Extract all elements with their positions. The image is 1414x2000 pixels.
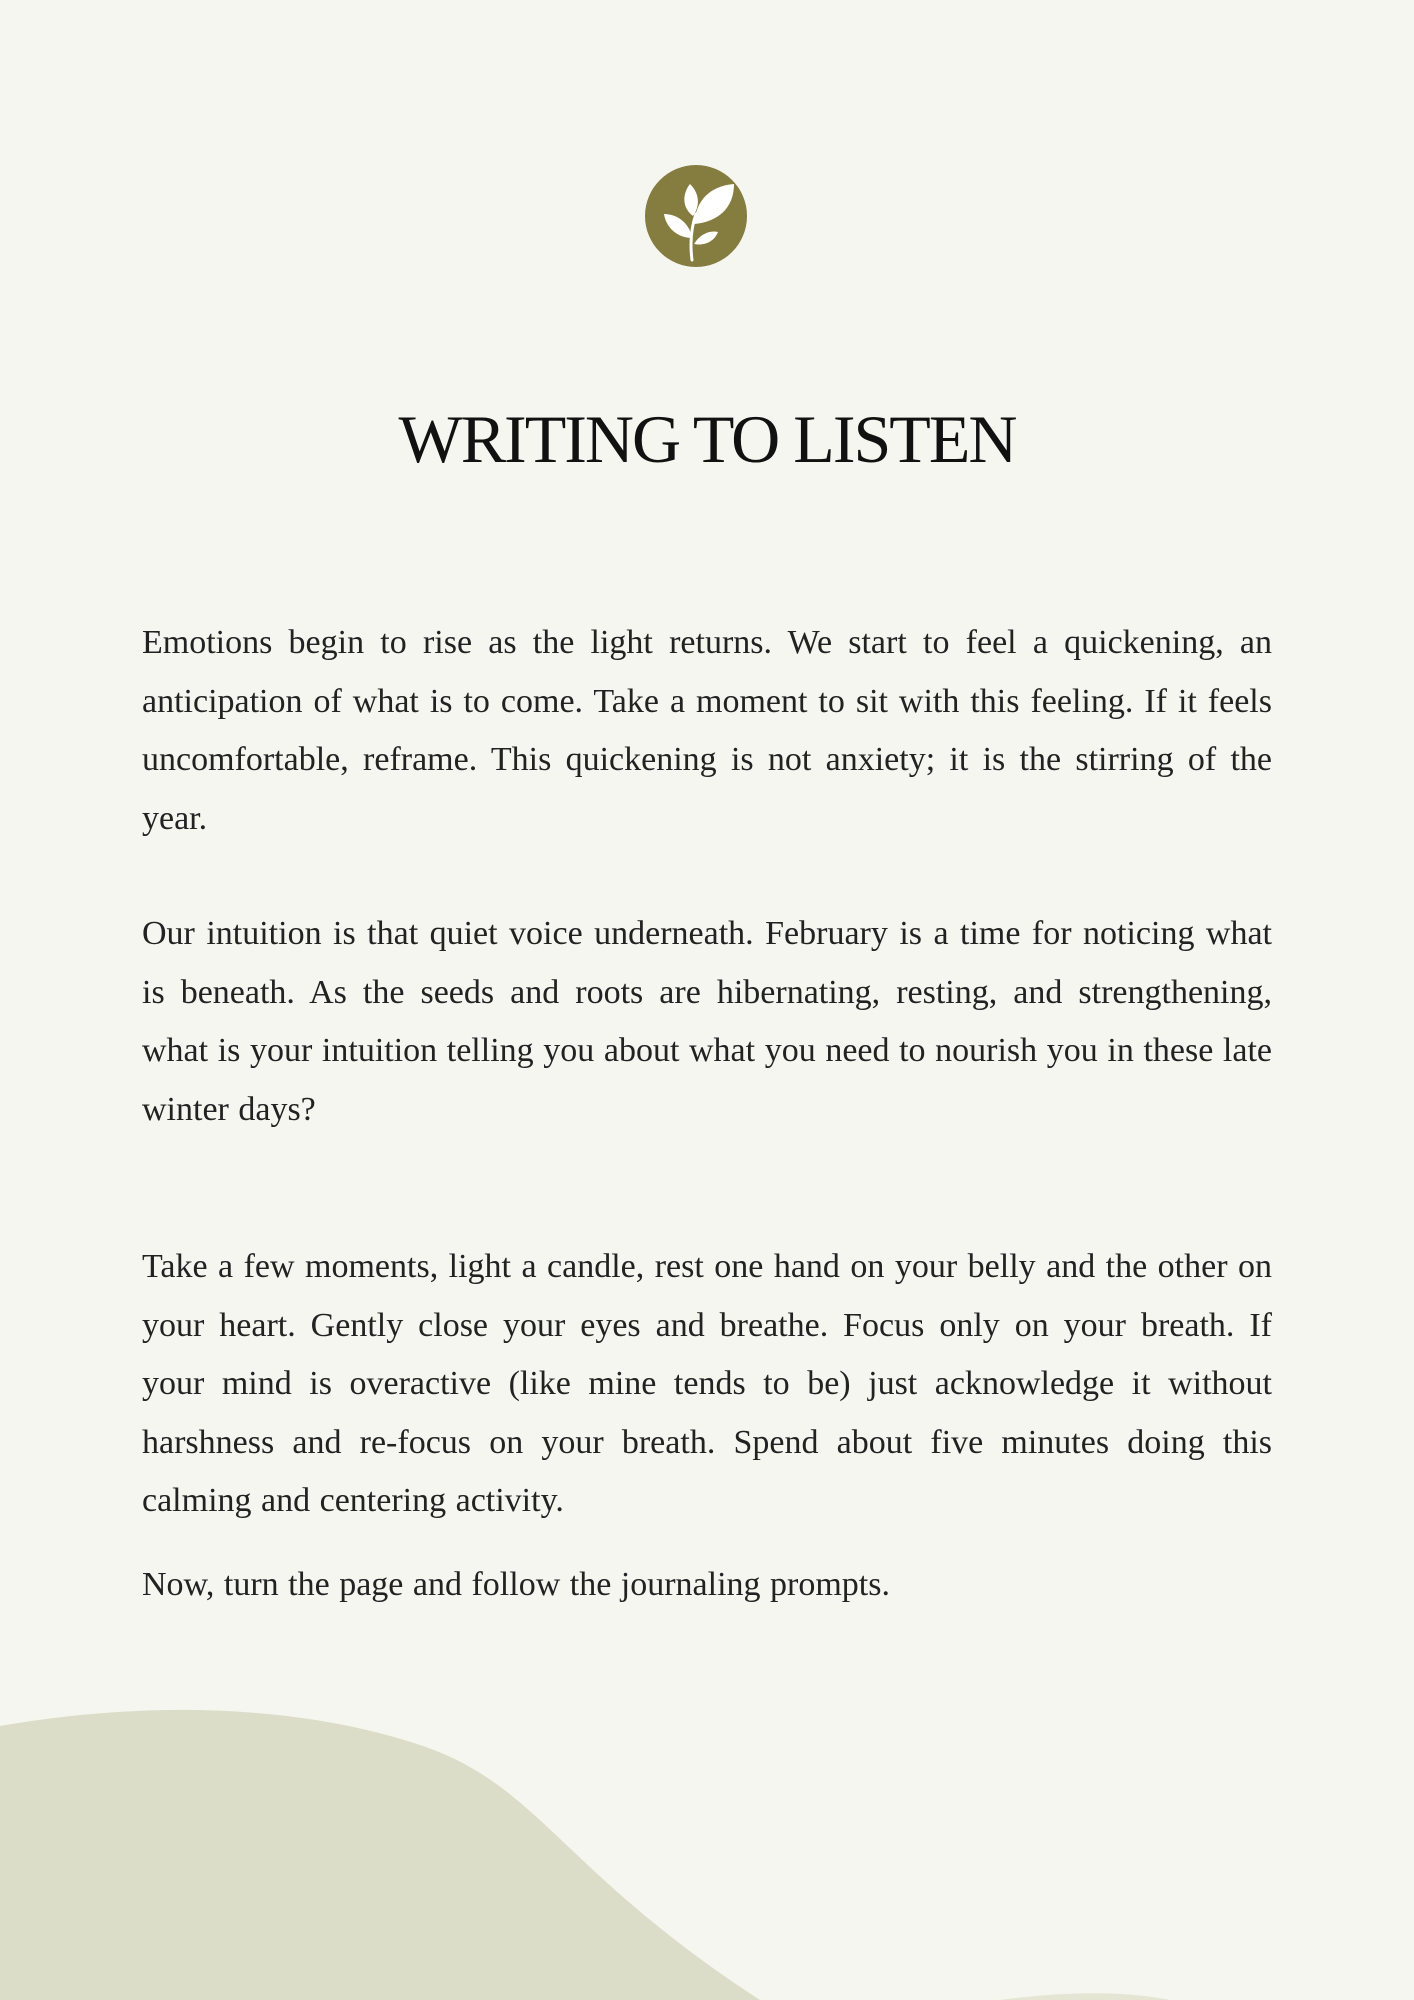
page-title: WRITING TO LISTEN xyxy=(398,401,1016,477)
paragraph-turn-page: Now, turn the page and follow the journaling prompts. xyxy=(142,1566,890,1603)
paragraph-intuition: Our intuition is that quiet voice underneath. February is a time for noticing what is beneath. As the seeds and roots are hibernating, resting, and strengthening, what is your intuition telling you about what you need to nourish you in these late winter days? xyxy=(142,915,1272,1128)
leaf-icon xyxy=(644,164,748,268)
paragraph-meditation: Take a few moments, light a candle, rest one hand on your belly and the other on your heart. Gently close your eyes and breathe. Focus only on your breath. If your mind is overactive (like mine tends to be) just acknowledge it without harshness and re-focus on your breath. Spend about five minutes doing this calming and centering activity. xyxy=(142,1248,1272,1519)
paragraph-emotions: Emotions begin to rise as the light returns. We start to feel a quickening, an anticipation of what is to come. Take a moment to sit with this feeling. If it feels uncomfortable, reframe. This quickening is not anxiety; it is the stirring of the year. xyxy=(142,624,1272,837)
